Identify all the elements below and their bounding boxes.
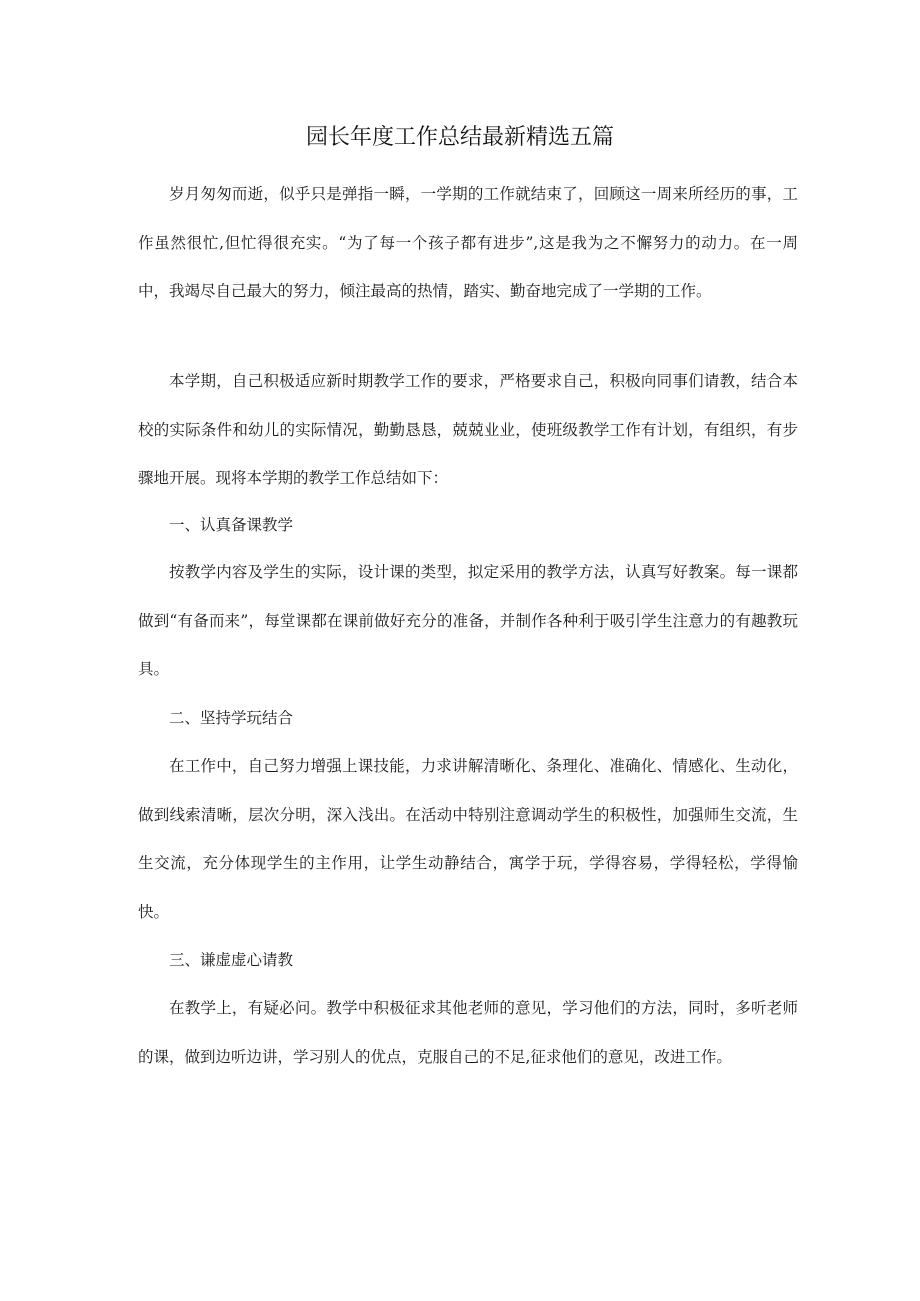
section-heading-2: 二、坚持学玩结合 [169,709,294,727]
section-body-2: 在工作中，自己努力增强上课技能，力求讲解清晰化、条理化、准确化、情感化、生动化，做到线索清晰，层次分明，深入浅出。在活动中特别注意调动学生的积极性，加强师生交流，生生交流，充分体现学生的主作用，让学生动静结合，寓学于玩，学得容易，学得轻松，学得愉快。 [138,757,798,921]
intro-paragraph-2: 本学期，自己积极适应新时期教学工作的要求，严格要求自己，积极向同事们请教，结合本校的实际条件和幼儿的实际情况，勤勤恳恳，兢兢业业，使班级教学工作有计划，有组织，有步骤地开展。现将本学期的教学工作总结如下： [138,372,798,487]
section-body-3: 在教学上，有疑必问。教学中积极征求其他老师的意见，学习他们的方法，同时，多听老师的课，做到边听边讲，学习别人的优点，克服自己的不足,征求他们的意见，改进工作。 [138,999,798,1066]
section-heading-1: 一、认真备课教学 [169,516,294,534]
section-body-1: 按教学内容及学生的实际，设计课的类型，拟定采用的教学方法，认真写好教案。每一课都做到“有备而来”，每堂课都在课前做好充分的准备，并制作各种利于吸引学生注意力的有趣教玩具。 [138,563,798,678]
section-heading-3: 三、谦虚虚心请教 [169,951,294,969]
intro-paragraph-1: 岁月匆匆而逝，似乎只是弹指一瞬，一学期的工作就结束了，回顾这一周来所经历的事，工作虽然很忙,但忙得很充实。“为了每一个孩子都有进步”,这是我为之不懈努力的动力。在一周中，我竭尽自己最大的努力，倾注最高的热情，踏实、勤奋地完成了一学期的工作。 [138,185,798,300]
document-title: 园长年度工作总结最新精选五篇 [305,125,614,150]
